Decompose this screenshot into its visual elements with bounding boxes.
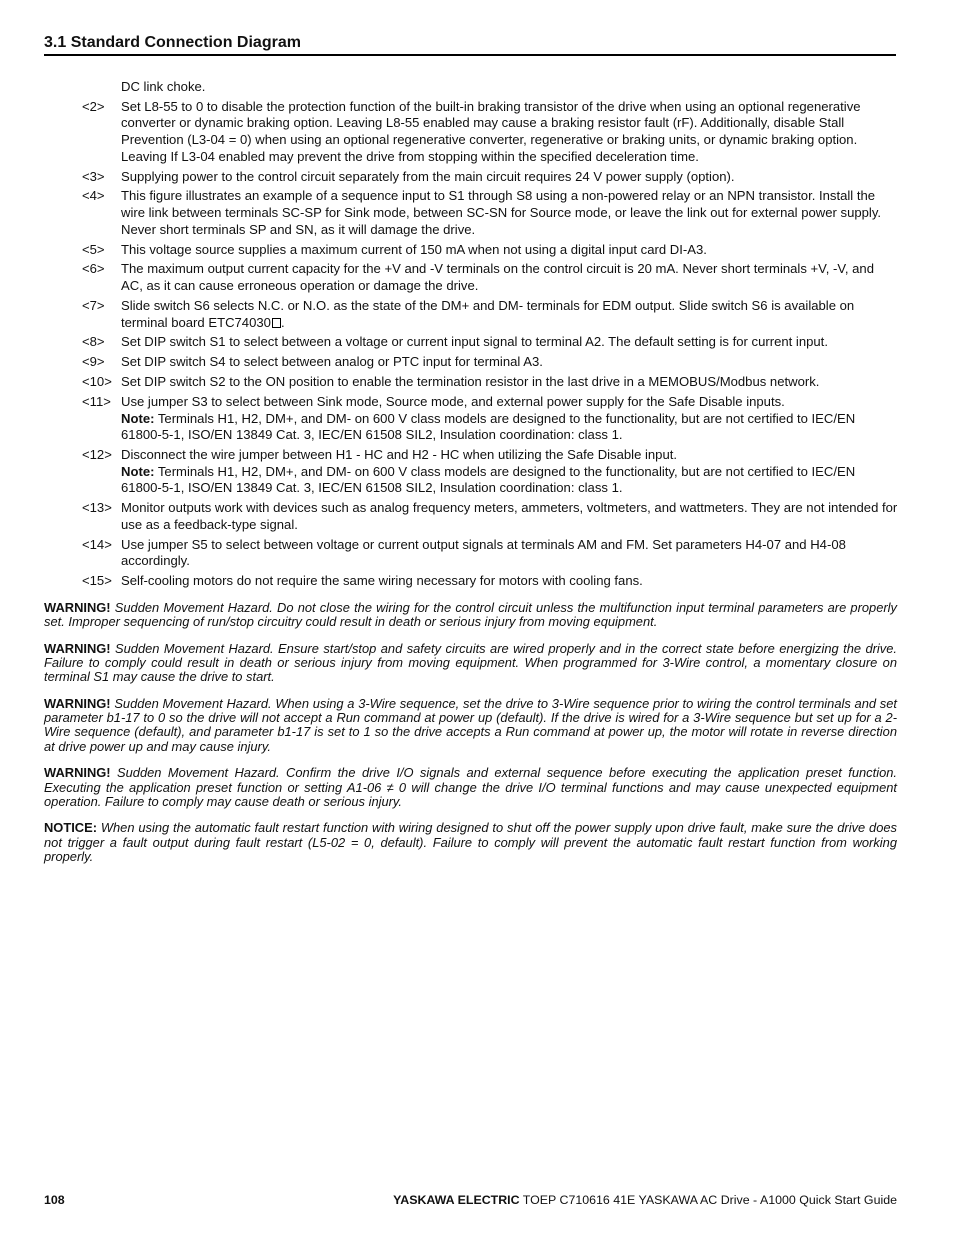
note-label: Note: (121, 410, 155, 426)
footnote-body: Use jumper S3 to select between Sink mode, Source mode, and external power supply for the Safe Disable inputs. (121, 394, 785, 410)
section-title: 3.1 Standard Connection Diagram (44, 34, 301, 51)
footnote-text (121, 394, 898, 444)
footnote-number: <4> (82, 188, 105, 204)
footer-doc-title: TOEP C710616 41E YASKAWA AC Drive - A1000 Quick Start Guide (519, 1193, 897, 1207)
footnote-text (121, 447, 898, 497)
footnote-text: Use jumper S5 to select between voltage or current output signals at terminals AM and FM. Set parameters H4-07 and H4-08 accordingly. (121, 536, 846, 569)
footnote-number: <7> (82, 297, 105, 313)
warning-block (44, 601, 897, 629)
notice-text: When using the automatic fault restart function with wiring designed to shut off the power supply upon drive fault, make sure the drive does not trigger a fault output during fault restart (L5-02 = 0, default). Failure to comply will prevent the automatic fault restart function from working properly. (44, 820, 897, 864)
footnote (82, 374, 898, 391)
footnote-number: <2> (82, 98, 105, 114)
footnote (82, 537, 898, 570)
footnote-number: <5> (82, 241, 105, 257)
footnote (82, 573, 898, 590)
warning-text: Sudden Movement Hazard. Confirm the drive I/O signals and external sequence before executing the application preset function. Executing the application preset function or setting A1-06 ≠ 0 will change the drive I/O terminal functions and may cause unexpected equipment operation. Failure to comply may cause death or serious injury. (44, 765, 897, 809)
footnote-text: Self-cooling motors do not require the same wiring necessary for motors with cooling fans. (121, 573, 643, 589)
notice-block (44, 821, 897, 864)
warning-label: WARNING! (44, 696, 111, 712)
footnote-text (121, 298, 898, 331)
footnote-text: This figure illustrates an example of a sequence input to S1 through S8 using a non-powered relay or an NPN transistor. Install the wire link between terminals SC-SP for Sink mode, between SC-SN for Source mode, or leave the link out for external power supply. Never short terminals SP and SN, as it will damage the drive. (121, 188, 882, 237)
footnote (82, 99, 898, 165)
note-text: Terminals H1, H2, DM+, and DM- on 600 V class models are designed to the functionality, but are not certified to IEC/EN 61800-5-1, ISO/EN 13849 Cat. 3, IEC/EN 61508 SIL2, Insulation coordination: class 1. (121, 410, 856, 443)
warning-block (44, 642, 897, 685)
footnote (82, 188, 898, 238)
footnote-number: <11> (82, 394, 111, 410)
footnote-text: Monitor outputs work with devices such as analog frequency meters, ammeters, voltmeters, and wattmeters. They are not intended for use as a feedback-type signal. (121, 500, 898, 532)
footnote (82, 354, 898, 371)
footnote-text: The maximum output current capacity for the +V and -V terminals on the control circuit is 20 mA. Never short terminals +V, -V, and AC, as it can cause erroneous operation or damage the drive. (121, 261, 874, 294)
footnote-suffix: . (280, 314, 285, 330)
footnote-number: <15> (82, 573, 112, 589)
footnote-text: Set DIP switch S4 to select between analog or PTC input for terminal A3. (121, 354, 543, 370)
footnote-number: <6> (82, 261, 105, 277)
footnotes-list (82, 79, 898, 593)
footnote-body: Slide switch S6 selects N.C. or N.O. as the state of the DM+ and DM- terminals for EDM output. Slide switch S6 is available on terminal board ETC74030 (121, 297, 855, 330)
footnote-text: Supplying power to the control circuit separately from the main circuit requires 24 V power supply (option). (121, 168, 735, 184)
warning-label: WARNING! (44, 765, 111, 781)
warning-label: WARNING! (44, 640, 111, 656)
warnings-section (44, 601, 897, 877)
footnote-body: Disconnect the wire jumper between H1 - HC and H2 - HC when utilizing the Safe Disable input. (121, 447, 678, 463)
footnote (82, 500, 898, 533)
notice-label: NOTICE: (44, 820, 97, 836)
footnote-number: <10> (82, 374, 112, 390)
footnote-text: Set L8-55 to 0 to disable the protection function of the built-in braking transistor of the drive when using an optional regenerative converter or dynamic braking option. Leaving L8-55 enabled may cause a braking resistor fault (rF). Additionally, disable Stall Prevention (L3-04 = 0) when using an optional regenerative converter, regenerative or braking units, or dynamic braking option. Leaving If L3-04 enabled may prevent the drive from stopping within the specified deceleration time. (121, 98, 861, 164)
warning-text: Sudden Movement Hazard. Ensure start/stop and safety circuits are wired properly and in the correct state before energizing the drive. Failure to comply could result in death or serious injury from moving equipment. When programmed for 3-Wire control, a momentary closure on terminal S1 may cause the drive to start. (44, 640, 897, 685)
footnote (82, 169, 898, 186)
warning-block (44, 697, 897, 754)
footnote (82, 261, 898, 294)
note-text: Terminals H1, H2, DM+, and DM- on 600 V class models are designed to the functionality, but are not certified to IEC/EN 61800-5-1, ISO/EN 13849 Cat. 3, IEC/EN 61508 SIL2, Insulation coordination: class 1. (121, 463, 856, 496)
footer-company: YASKAWA ELECTRIC (393, 1193, 520, 1207)
warning-text: Sudden Movement Hazard. When using a 3-Wire sequence, set the drive to 3-Wire sequence prior to wiring the control terminals and set parameter b1-17 to 0 so the drive will not accept a Run command at power up (default). If the drive is wired for a 3-Wire sequence but set up for a 2-Wire sequence (default), and parameter b1-17 is set to 1 so the drive accepts a Run command at power up, the motor will rotate in reverse direction at drive power up and may cause injury. (44, 696, 897, 754)
footer-document-info (393, 1193, 897, 1207)
continuation-text: DC link choke. (121, 79, 206, 94)
footnote-text: Set DIP switch S1 to select between a voltage or current input signal to terminal A2. The default setting is for current input. (121, 334, 828, 350)
footnote (82, 447, 898, 497)
footnote-text: This voltage source supplies a maximum current of 150 mA when not using a digital input card DI-A3. (121, 241, 707, 257)
footnote-note (121, 464, 898, 497)
section-header (44, 34, 896, 56)
footnote (82, 242, 898, 259)
note-label: Note: (121, 463, 155, 479)
footnote-number: <9> (82, 354, 105, 370)
page-number: 108 (44, 1193, 65, 1207)
warning-text: Sudden Movement Hazard. Do not close the wiring for the control circuit unless the multifunction input terminal parameters are properly set. Improper sequencing of run/stop circuitry could result in death or serious injury from moving equipment. (44, 600, 897, 630)
warning-block (44, 766, 897, 809)
footnote-number: <8> (82, 334, 105, 350)
warning-label: WARNING! (44, 600, 111, 615)
footnote (82, 334, 898, 351)
footnote-number: <13> (82, 500, 112, 516)
footnote-text: Set DIP switch S2 to the ON position to enable the termination resistor in the last drive in a MEMOBUS/Modbus network. (121, 374, 820, 390)
footnote-number: <14> (82, 536, 112, 552)
footnote-number: <12> (82, 447, 112, 463)
footnote-number: <3> (82, 168, 105, 184)
footnote (82, 394, 898, 444)
footnote-note (121, 411, 898, 444)
footnote (82, 298, 898, 331)
placeholder-box-icon (272, 318, 281, 328)
